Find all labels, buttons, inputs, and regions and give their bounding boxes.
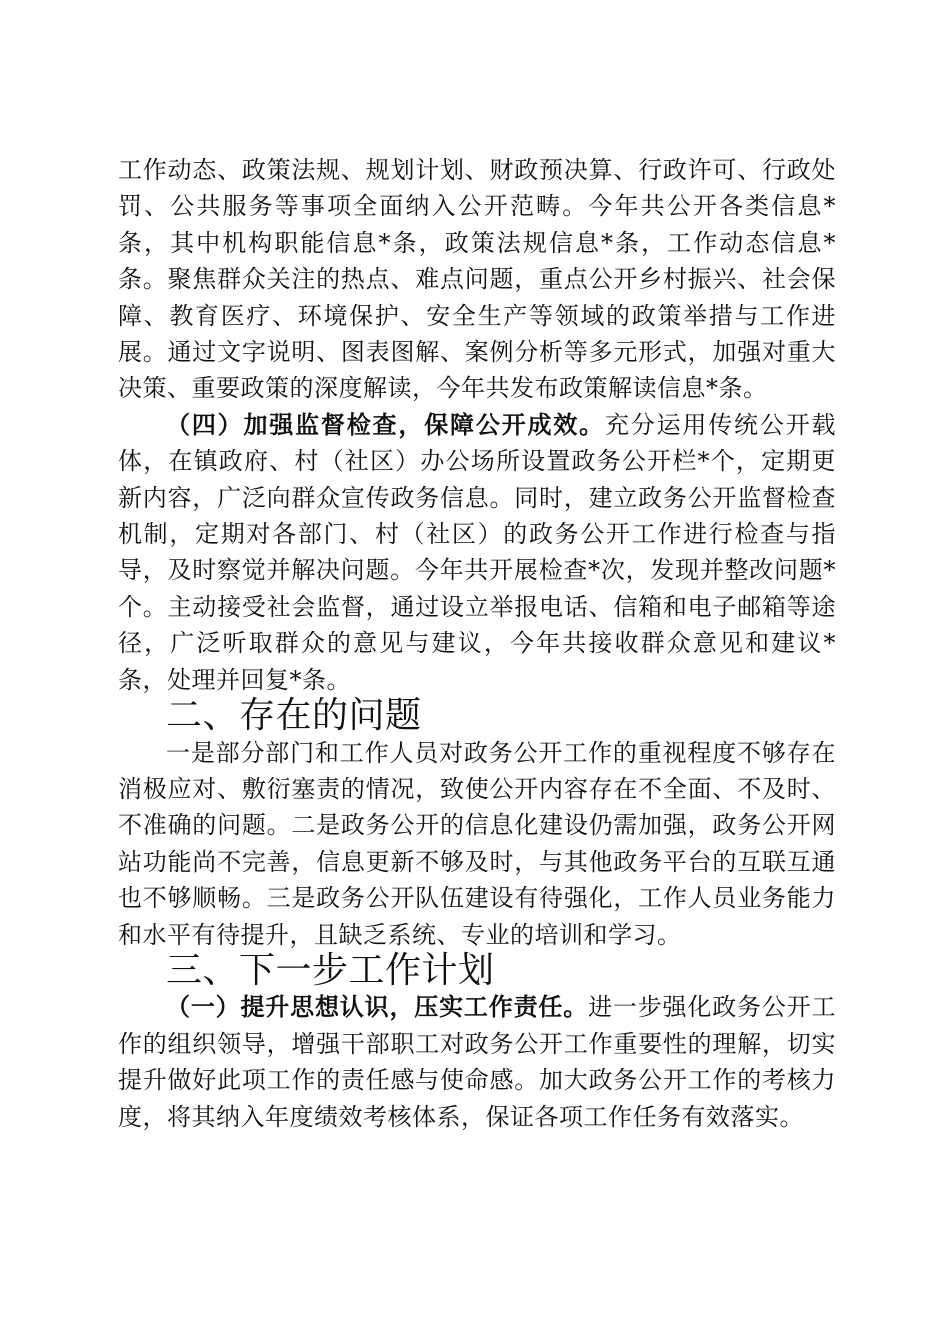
- paragraph-raise-awareness: [118, 989, 836, 1135]
- paragraph-lead-heading: （四）加强监督检查，保障公开成效。: [166, 409, 605, 439]
- paragraph-problems: [118, 735, 836, 953]
- paragraph-text: 进一步强化政务公开工作的组织领导，增强干部职工对政务公开工作重要性的理解，切实提升做好此项工作的责任感与使命感。加大政务公开工作的考核力度，将其纳入年度绩效考核体系，保证各项工作任务有效落实。: [118, 993, 837, 1131]
- paragraph-lead-heading: （一）提升思想认识，压实工作责任。: [166, 992, 589, 1022]
- paragraph-text: 工作动态、政策法规、规划计划、财政预决算、行政许可、行政处罚、公共服务等事项全面纳入公开范畴。今年共公开各类信息*条，其中机构职能信息*条，政策法规信息*条，工作动态信息*条。聚焦群众关注的热点、难点问题，重点公开乡村振兴、社会保障、教育医疗、环境保护、安全生产等领域的政策举措与工作进展。通过文字说明、图表图解、案例分析等多元形式，加强对重大决策、重要政策的深度解读，今年共发布政策解读信息*条。: [118, 156, 836, 403]
- paragraph-supervision: [118, 407, 836, 698]
- document-page: [118, 152, 836, 1135]
- paragraph-text: 一是部分部门和工作人员对政务公开工作的重视程度不够存在消极应对、敷衍塞责的情况，致使公开内容存在不全面、不及时、不准确的问题。二是政务公开的信息化建设仍需加强，政务公开网站功能尚不完善，信息更新不够及时，与其他政务平台的互联互通也不够顺畅。三是政务公开队伍建设有待强化，工作人员业务能力和水平有待提升，且缺乏系统、专业的培训和学习。: [118, 738, 836, 949]
- section-heading-problems: 二、存在的问题: [166, 695, 422, 737]
- paragraph-disclosure-scope: [118, 152, 836, 407]
- paragraph-text: 充分运用传统公开载体，在镇政府、村（社区）办公场所设置政务公开栏*个，定期更新内容，广泛向群众宣传政务信息。同时，建立政务公开监督检查机制，定期对各部门、村（社区）的政务公开工作进行检查与指导，及时察觉并解决问题。今年共开展检查*次，发现并整改问题*个。主动接受社会监督，通过设立举报电话、信箱和电子邮箱等途径，广泛听取群众的意见与建议，今年共接收群众意见和建议*条，处理并回复*条。: [118, 410, 837, 694]
- section-heading-next-plan: 三、下一步工作计划: [166, 949, 495, 991]
